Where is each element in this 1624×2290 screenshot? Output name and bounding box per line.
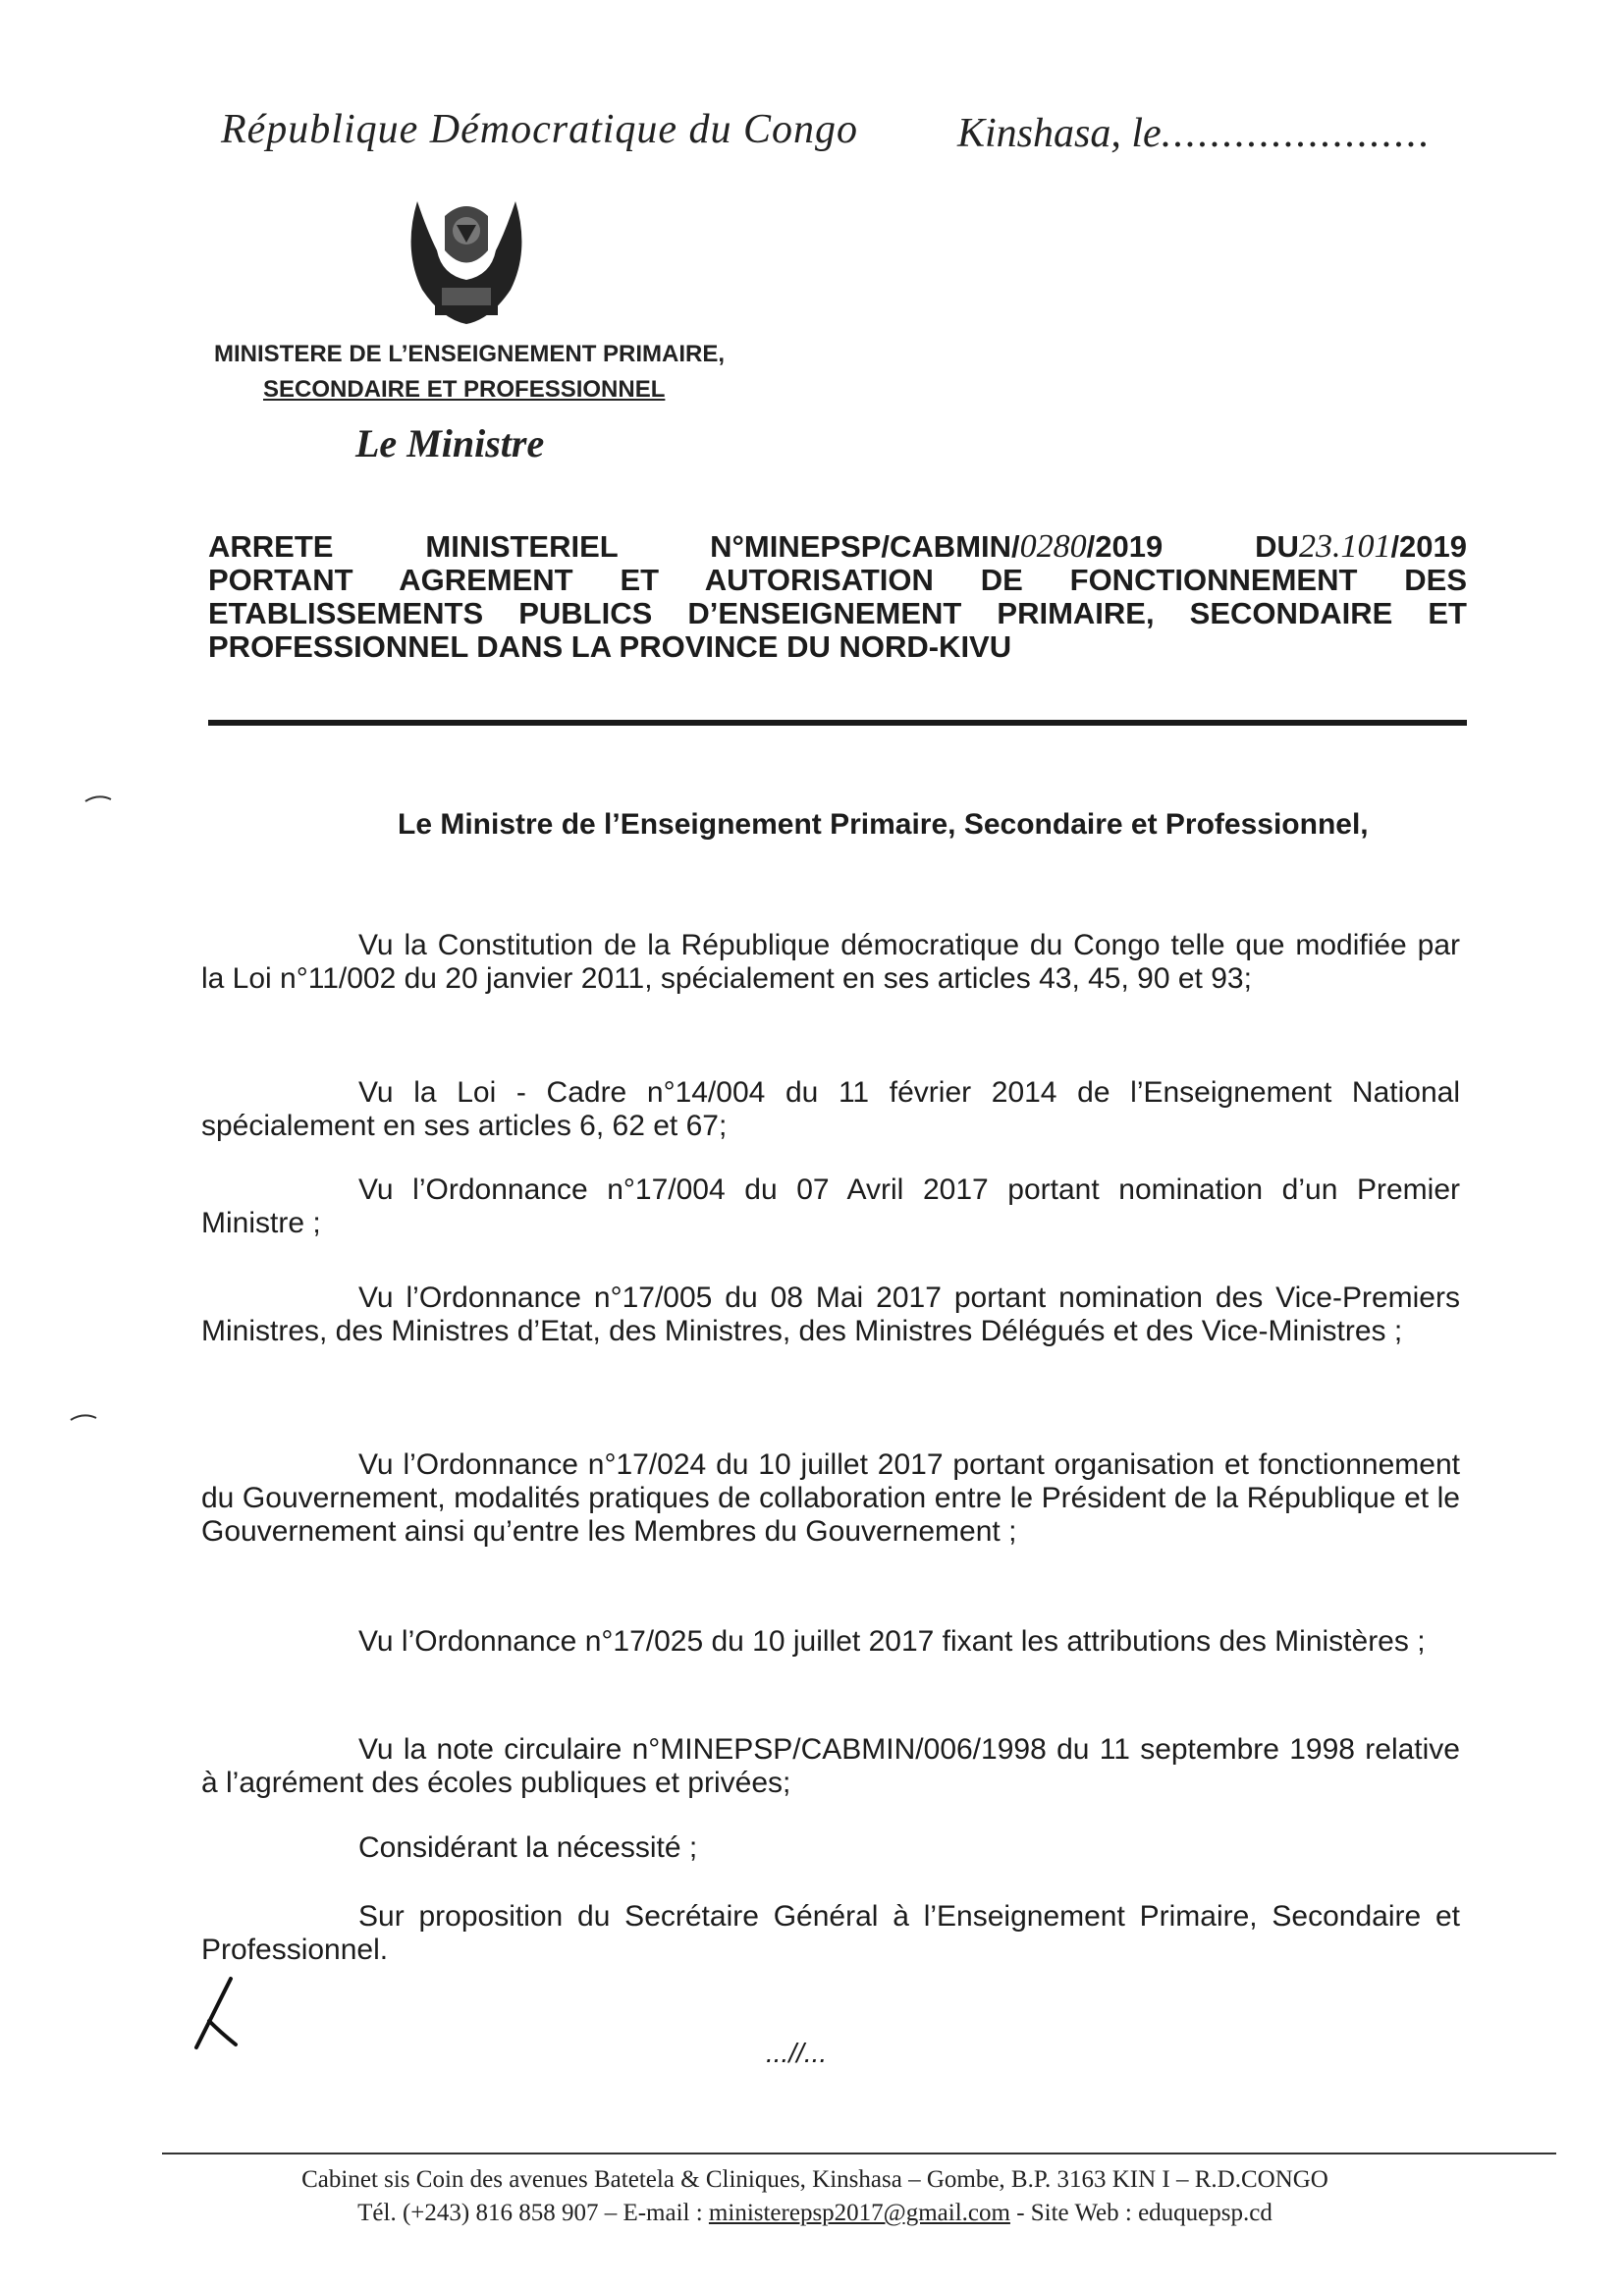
footer-address: Cabinet sis Coin des avenues Batetela & Cliniques, Kinshasa – Gombe, B.P. 3163 KIN I – R.D.CONGO xyxy=(301,2166,1328,2193)
margin-punch-mark xyxy=(69,1412,98,1422)
paragraph-text: Vu la Constitution de la République démocratique du Congo telle que modifiée par la Loi n°11/002 du 20 janvier 2011, spécialement en ses articles 43, 45, 90 et 93; xyxy=(201,929,1460,995)
paragraph-text: Vu l’Ordonnance n°17/004 du 07 Avril 2017 portant nomination d’un Premier Ministre ; xyxy=(201,1173,1460,1239)
republic-heading: République Démocratique du Congo xyxy=(221,107,859,152)
place-date-dots: ...................... xyxy=(1161,111,1432,156)
margin-punch-mark xyxy=(83,793,113,803)
footer-contact-line xyxy=(177,2197,1453,2230)
footer-email-link[interactable]: ministerepsp2017@gmail.com xyxy=(708,2200,1010,2226)
paragraph-text: Vu l’Ordonnance n°17/025 du 10 juillet 2017 fixant les attributions des Ministères ; xyxy=(358,1625,1426,1658)
title-underline xyxy=(208,720,1467,726)
decree-title-line-4: PROFESSIONNEL DANS LA PROVINCE DU NORD-KIVU xyxy=(208,629,1012,664)
place-date xyxy=(957,110,1432,157)
preamble-paragraph xyxy=(201,1076,1460,1143)
footer-phone: Tél. (+243) 816 858 907 – E-mail : xyxy=(357,2200,703,2226)
preamble-paragraph xyxy=(201,929,1460,996)
paragraph-text: Vu l’Ordonnance n°17/024 du 10 juillet 2017 portant organisation et fonctionnement du Gouvernement, modalités pratiques de collaboration entre le Président de la République et le Gouvernement ainsi qu’entre les Membres du Gouvernement ; xyxy=(201,1448,1460,1548)
preamble-paragraph xyxy=(201,1831,1460,1865)
ministry-line-2: SECONDAIRE ET PROFESSIONNEL xyxy=(263,376,666,403)
decree-date: 23.101 xyxy=(1298,528,1391,565)
preamble-paragraph xyxy=(201,1625,1460,1659)
preamble-paragraph xyxy=(201,1900,1460,1967)
paragraph-text: Sur proposition du Secrétaire Général à l’Enseignement Primaire, Secondaire et Professionnel. xyxy=(201,1900,1460,1966)
intro-paragraph xyxy=(201,808,1460,842)
le-ministre-signature-title: Le Ministre xyxy=(355,421,545,465)
paragraph-text: Vu la Loi - Cadre n°14/004 du 11 février 2014 de l’Enseignement National spécialement en ses articles 6, 62 et 67; xyxy=(201,1076,1460,1142)
decree-title-line-1: ARRETE MINISTERIEL N°MINEPSP/CABMIN/0280/2019 DU23.101/2019 xyxy=(208,528,1468,565)
preamble-paragraph xyxy=(201,1173,1460,1240)
coat-of-arms-emblem xyxy=(398,182,535,329)
paragraph-text: Considérant la nécessité ; xyxy=(358,1831,698,1864)
preamble-paragraph xyxy=(201,1733,1460,1800)
footer-rule xyxy=(162,2153,1556,2154)
paragraph-text: Vu l’Ordonnance n°17/005 du 08 Mai 2017 portant nomination des Vice-Premiers Ministres, des Ministres d’Etat, des Ministres, des Ministres Délégués et des Vice-Ministres ; xyxy=(201,1281,1460,1347)
handwritten-initial-mark xyxy=(191,1974,250,2052)
preamble-paragraph xyxy=(201,1281,1460,1348)
decree-title-line-3: ETABLISSEMENTS PUBLICS D’ENSEIGNEMENT PRIMAIRE, SECONDAIRE ET xyxy=(208,596,1467,630)
footer-website: - Site Web : eduquepsp.cd xyxy=(1016,2200,1272,2226)
place-date-label: Kinshasa, le xyxy=(957,111,1162,156)
ministry-block xyxy=(214,337,725,408)
footer-contact xyxy=(177,2163,1453,2230)
decree-number: 0280 xyxy=(1019,528,1087,565)
decree-title-line-2: PORTANT AGREMENT ET AUTORISATION DE FONCTIONNEMENT DES xyxy=(208,563,1467,597)
paragraph-text: Vu la note circulaire n°MINEPSP/CABMIN/006/1998 du 11 septembre 1998 relative à l’agrément des écoles publiques et privées; xyxy=(201,1733,1460,1799)
preamble-paragraph xyxy=(201,1448,1460,1549)
page-continuation: ...//... xyxy=(766,2038,828,2068)
decree-title xyxy=(208,530,1467,664)
intro-text: Le Ministre de l’Enseignement Primaire, Secondaire et Professionnel, xyxy=(398,808,1369,841)
ministry-line-1: MINISTERE DE L’ENSEIGNEMENT PRIMAIRE, xyxy=(214,341,726,367)
